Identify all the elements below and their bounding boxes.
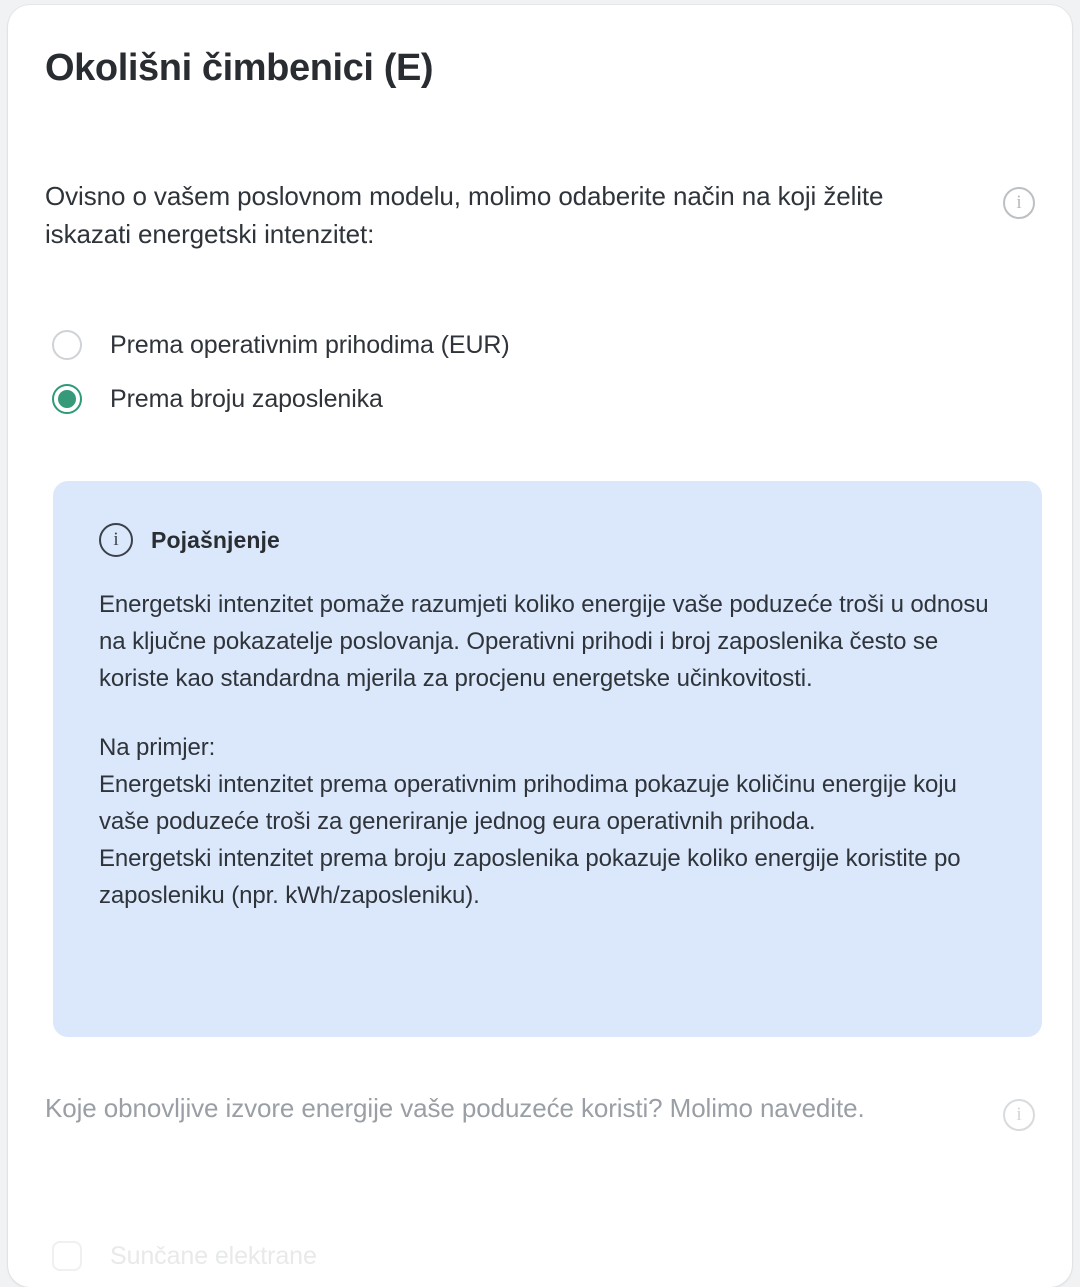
explanation-example-line-2: Energetski intenzitet prema broju zaposlenika pokazuje koliko energije koristite po zaposleniku (npr. kWh/zaposleniku). <box>99 844 961 909</box>
question-text-energy-intensity: Ovisno o vašem poslovnom modelu, molimo odaberite način na koji želite iskazati energetski intenzitet: <box>45 181 884 250</box>
info-circle-icon <box>99 523 133 557</box>
checkbox-option-label: Sunčane elektrane <box>110 1241 317 1270</box>
checkbox-group-renewable-sources[interactable] <box>48 1233 948 1279</box>
page-title: Okolišni čimbenici (E) <box>45 47 434 89</box>
survey-section-card <box>8 5 1072 1287</box>
radio-indicator-selected[interactable] <box>52 384 82 414</box>
info-glyph: i <box>1016 191 1022 213</box>
checkbox-option-solar-plants[interactable] <box>48 1233 948 1279</box>
explanation-paragraph-1: Energetski intenzitet pomaže razumjeti koliko energije vaše poduzeće troši u odnosu na ključne pokazatelje poslovanja. Operativni prihodi i broj zaposlenika često se koriste kao standardna mjerila za procjenu energetske učinkovitosti. <box>99 591 989 692</box>
explanation-callout <box>53 481 1042 1037</box>
radio-option-operating-revenue[interactable] <box>48 318 948 372</box>
checkbox-indicator[interactable] <box>52 1241 82 1271</box>
radio-group-energy-intensity[interactable] <box>48 318 948 426</box>
explanation-example-label: Na primjer: <box>99 733 216 761</box>
radio-option-employee-count[interactable] <box>48 372 948 426</box>
explanation-callout-title: Pojašnjenje <box>151 526 280 553</box>
info-glyph: i <box>1016 1103 1022 1125</box>
info-glyph: i <box>113 528 119 550</box>
explanation-example-line-1: Energetski intenzitet prema operativnim prihodima pokazuje količinu energije koju vaše poduzeće troši za generiranje jednog eura operativnih prihoda. <box>99 770 957 835</box>
radio-indicator[interactable] <box>52 330 82 360</box>
info-circle-icon[interactable] <box>1003 1099 1035 1131</box>
explanation-callout-header <box>99 523 996 557</box>
question-block-renewable-sources <box>45 1089 1035 1131</box>
question-text-renewable-sources: Koje obnovljive izvore energije vaše poduzeće koristi? Molimo navedite. <box>45 1093 865 1123</box>
info-circle-icon[interactable] <box>1003 187 1035 219</box>
question-block-energy-intensity <box>45 177 1035 254</box>
paragraph-spacer <box>99 698 996 730</box>
radio-option-label: Prema operativnim prihodima (EUR) <box>110 330 510 359</box>
explanation-callout-body <box>99 587 996 915</box>
radio-option-label: Prema broju zaposlenika <box>110 384 383 413</box>
